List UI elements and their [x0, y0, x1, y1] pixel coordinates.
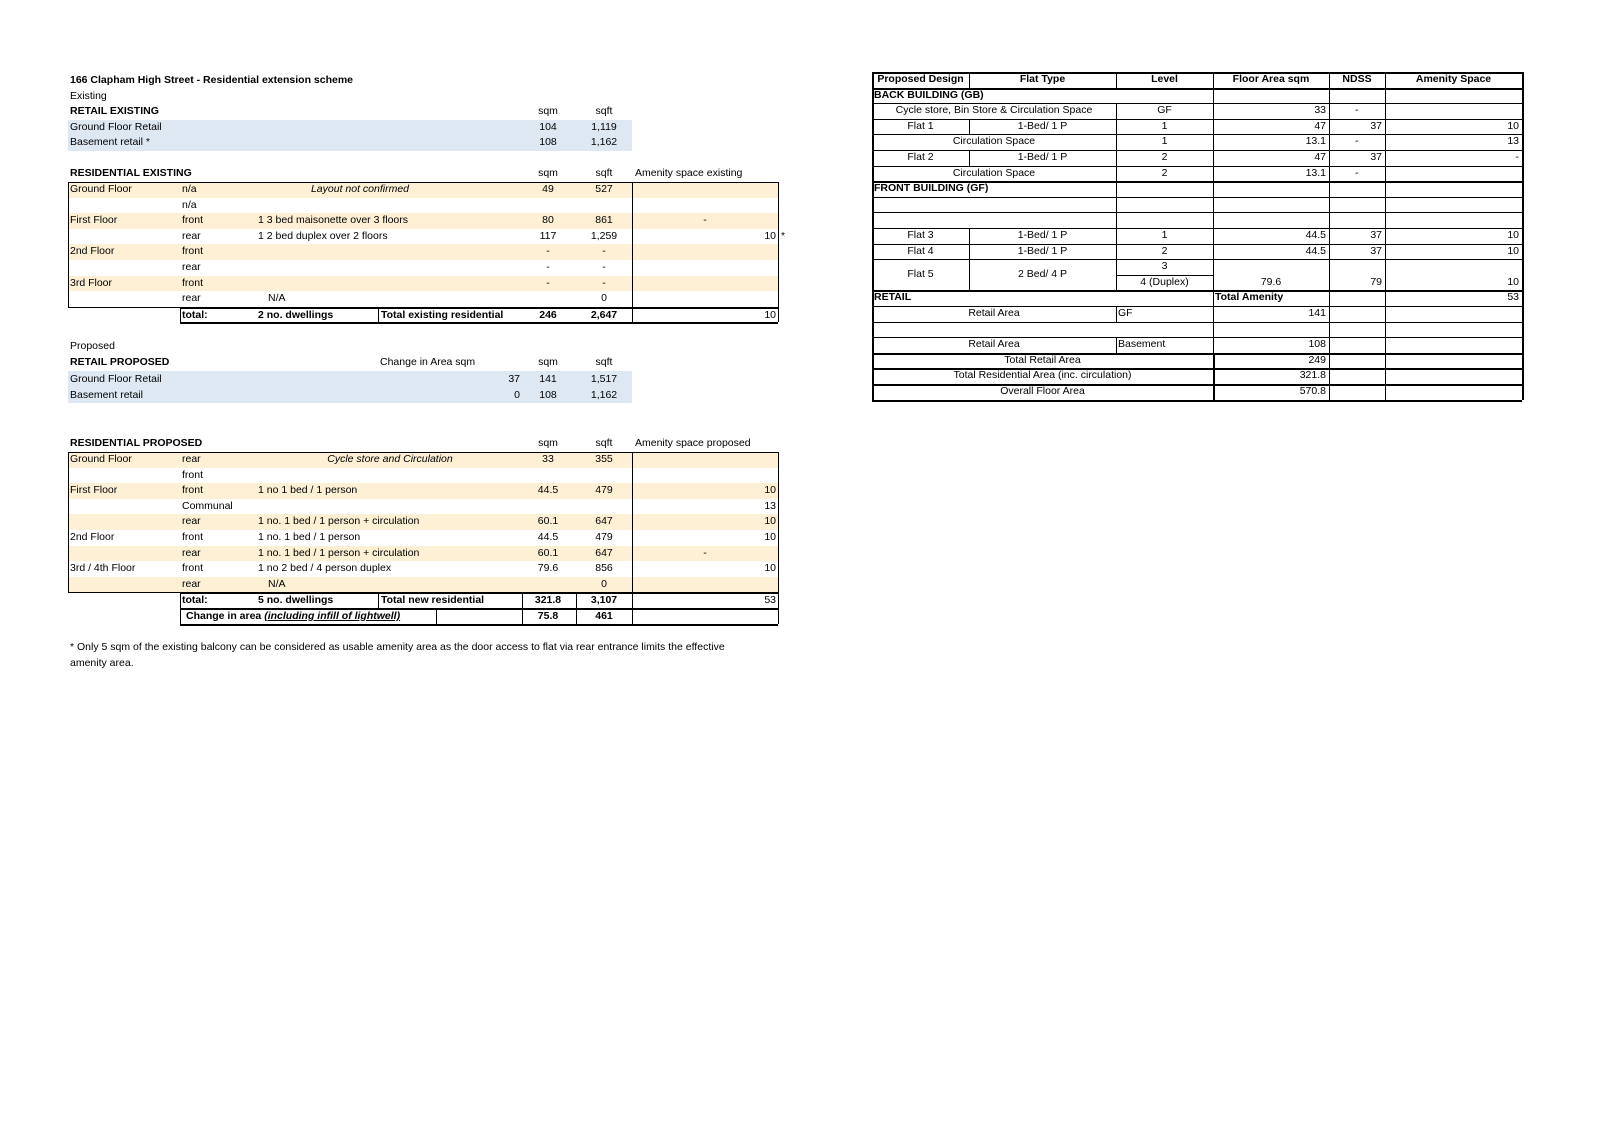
total-amenity: 10	[764, 308, 776, 321]
amenity-divider	[632, 182, 633, 322]
col-divider	[1385, 322, 1386, 338]
design-row-name: Flat 1	[907, 119, 934, 132]
row-band	[68, 244, 778, 260]
row-band	[68, 213, 778, 229]
design-bottom-border	[872, 400, 1522, 402]
design-row-level: 1	[1161, 229, 1168, 241]
design-row-ndss: -	[1355, 104, 1359, 117]
col-divider	[1329, 228, 1330, 244]
position-label: front	[182, 468, 204, 481]
col-divider	[1213, 228, 1214, 244]
col-divider	[1329, 181, 1330, 228]
col-divider	[1329, 166, 1330, 182]
amenity-value: 10	[764, 515, 776, 528]
sqft-value: 0	[601, 292, 607, 305]
total-amenity-value: 53	[1507, 291, 1519, 304]
col-divider	[1329, 103, 1330, 119]
col-amenity-existing: Amenity space existing	[635, 167, 743, 179]
floor-label: First Floor	[70, 484, 118, 497]
table-right-border	[778, 182, 779, 322]
position-label: front	[182, 214, 204, 227]
col-sqm: sqm	[538, 356, 558, 368]
design-left-border	[872, 72, 874, 400]
col-sqm: sqm	[538, 105, 558, 117]
col-divider	[1116, 228, 1117, 244]
col-sqft: sqft	[595, 105, 613, 117]
position-label: rear	[182, 261, 201, 273]
amenity-value: -	[703, 214, 707, 227]
retail-area-value: 108	[1308, 338, 1326, 351]
amenity-value: 10	[764, 484, 776, 497]
position-label: rear	[182, 577, 201, 590]
design-row-ndss: 37	[1370, 229, 1382, 241]
retail-existing-label: Basement retail *	[70, 136, 150, 148]
design-header: Flat Type	[1019, 73, 1066, 85]
col-divider	[1213, 384, 1215, 400]
design-header: Floor Area sqm	[1232, 73, 1310, 85]
row-description: Cycle store and Circulation	[327, 453, 453, 465]
col-divider	[1116, 259, 1117, 290]
floor-label: Ground Floor	[70, 183, 132, 195]
sqft-value: 355	[595, 453, 613, 465]
total-dwellings: 2 no. dwellings	[258, 308, 334, 321]
col-divider	[1385, 88, 1386, 104]
sqm-value: 60.1	[537, 515, 559, 528]
row-band	[68, 276, 778, 292]
retail-proposed-sqft: 1,162	[590, 389, 618, 401]
amenity-value: -	[703, 546, 707, 559]
retail-existing-heading: RETAIL EXISTING	[70, 105, 159, 117]
total-divider	[378, 307, 379, 323]
design-row-level: 4 (Duplex)	[1140, 275, 1189, 288]
retail-area-level: Basement	[1118, 338, 1166, 351]
col-amenity-proposed: Amenity space proposed	[635, 437, 751, 449]
col-divider	[1213, 353, 1215, 369]
row-band	[68, 514, 778, 530]
design-row-amenity: 10	[1507, 244, 1519, 257]
header-divider	[1116, 72, 1117, 88]
design-row-area: 79.6	[1260, 275, 1282, 288]
design-row-level: 2	[1161, 244, 1168, 257]
retail-proposed-change: 0	[514, 389, 520, 401]
col-divider	[1213, 150, 1214, 166]
row-description: 1 no. 1 bed / 1 person + circulation	[258, 546, 420, 559]
retail-proposed-heading: RETAIL PROPOSED	[70, 356, 170, 368]
sqm-value: -	[546, 276, 550, 289]
design-row-type: 1-Bed/ 1 P	[1017, 244, 1068, 257]
proposed-label: Proposed	[70, 340, 115, 352]
col-divider	[1385, 166, 1386, 182]
sqm-value: 60.1	[537, 546, 559, 559]
design-row-name: Flat 5	[907, 268, 934, 280]
sqft-value: 856	[595, 562, 613, 575]
position-label: front	[182, 562, 204, 575]
col-divider	[1329, 353, 1330, 369]
position-label: rear	[182, 546, 201, 559]
position-label: front	[182, 276, 204, 289]
position-label: front	[182, 531, 204, 543]
retail-existing-sqft: 1,119	[591, 121, 617, 133]
sqm-value: 49	[542, 183, 554, 195]
position-label: rear	[182, 292, 201, 305]
row-description: 1 no 2 bed / 4 person duplex	[258, 562, 392, 575]
amenity-value: 10	[764, 229, 776, 242]
sqft-value: 647	[595, 515, 613, 528]
design-row-area: 44.5	[1305, 244, 1326, 257]
retail-area-level: GF	[1118, 307, 1133, 319]
col-divider	[1116, 244, 1117, 260]
design-row-name: Cycle store, Bin Store & Circulation Space	[895, 104, 1093, 117]
sqm-value: 80	[542, 214, 554, 227]
change-divider	[436, 608, 437, 624]
col-divider	[1385, 306, 1386, 322]
total-description: Total existing residential	[381, 308, 504, 321]
total-amenity-label: Total Amenity	[1215, 291, 1284, 304]
col-divider	[1329, 244, 1330, 260]
table-bottom-border	[68, 592, 180, 593]
design-row-ndss: 79	[1370, 275, 1382, 288]
row-line	[872, 197, 1522, 198]
col-divider	[1385, 368, 1386, 384]
position-label: rear	[182, 229, 201, 242]
retail-area-name: Retail Area	[968, 307, 1020, 319]
sqm-value: 44.5	[537, 484, 559, 497]
table-right-border	[778, 452, 779, 624]
col-divider	[1385, 384, 1386, 400]
design-row-level: 1	[1161, 135, 1168, 148]
design-header: Proposed Design	[877, 73, 964, 85]
total-label: total:	[182, 308, 208, 321]
table-left-border	[68, 452, 69, 592]
summary-label: Overall Floor Area	[1000, 385, 1085, 397]
floor-label: 2nd Floor	[70, 245, 115, 258]
position-label: rear	[182, 453, 201, 465]
design-row-area: 47	[1314, 151, 1326, 163]
col-divider	[969, 259, 970, 290]
row-band	[68, 546, 778, 562]
total-bottom-border	[180, 322, 778, 324]
design-row-area: 47	[1314, 119, 1326, 132]
sqm-value: 79.6	[537, 562, 559, 575]
row-description: 1 2 bed duplex over 2 floors	[258, 229, 388, 242]
retail-proposed-sqm: 141	[539, 373, 557, 385]
design-row-level: 3	[1161, 260, 1168, 273]
design-row-name: Flat 2	[907, 151, 934, 163]
col-divider	[1385, 259, 1386, 290]
retail-proposed-label: Ground Floor Retail	[70, 373, 162, 385]
table-left-border	[68, 182, 69, 307]
retail-area-name: Retail Area	[968, 338, 1020, 351]
retail-area-value: 141	[1308, 307, 1326, 319]
floor-label: 3rd / 4th Floor	[70, 562, 136, 575]
sqft-value: -	[602, 261, 606, 273]
row-description: N/A	[268, 577, 286, 590]
design-header: Level	[1151, 73, 1178, 85]
col-sqm: sqm	[538, 167, 558, 179]
position-label: front	[182, 484, 204, 497]
col-divider	[1116, 119, 1117, 135]
col-sqm: sqm	[538, 437, 558, 449]
col-divider	[1213, 306, 1214, 322]
retail-proposed-sqft: 1,517	[590, 373, 618, 385]
col-divider	[1385, 134, 1386, 150]
design-row-amenity: 10	[1507, 229, 1519, 241]
design-header: Amenity Space	[1415, 73, 1492, 85]
col-divider	[1329, 368, 1330, 384]
design-row-ndss: -	[1355, 166, 1359, 179]
position-label: Communal	[182, 499, 233, 512]
amenity-value: 10	[764, 531, 776, 543]
design-row-level: 2	[1161, 166, 1168, 179]
sqft-value: -	[602, 276, 606, 289]
document-title: 166 Clapham High Street - Residential extension scheme	[70, 74, 354, 86]
sqm-value: -	[546, 245, 550, 258]
row-description: 1 no 1 bed / 1 person	[258, 484, 358, 497]
design-row-type: 1-Bed/ 1 P	[1017, 119, 1068, 132]
floor-label: 3rd Floor	[70, 276, 113, 289]
change-in-area-note: (including infill of lightwell)	[264, 610, 401, 622]
residential-proposed-heading: RESIDENTIAL PROPOSED	[70, 437, 203, 449]
total-divider	[378, 592, 379, 608]
summary-value: 249	[1308, 353, 1326, 366]
amenity-value: 13	[764, 499, 776, 512]
total-label: total:	[182, 594, 208, 607]
col-divider	[1329, 259, 1330, 290]
row-band	[68, 483, 778, 499]
design-row-area: 33	[1314, 104, 1326, 117]
footnote-line-2: amenity area.	[70, 657, 134, 669]
total-sqft: 2,647	[590, 308, 618, 321]
row-description: 1 3 bed maisonette over 3 floors	[258, 214, 409, 227]
design-header: NDSS	[1342, 73, 1372, 85]
col-divider	[1116, 103, 1117, 119]
change-sqm: 75.8	[537, 610, 559, 622]
col-divider	[1213, 166, 1214, 182]
col-divider	[1116, 306, 1117, 322]
col-divider	[1329, 119, 1330, 135]
total-sqft: 3,107	[590, 594, 618, 607]
row-description: 1 no. 1 bed / 1 person	[258, 531, 361, 543]
col-divider	[1329, 290, 1330, 306]
sqft-value: 0	[601, 577, 607, 590]
col-divider	[969, 119, 970, 135]
table-top-border	[68, 182, 778, 183]
design-row-amenity: 10	[1507, 275, 1519, 288]
header-divider	[1329, 72, 1330, 88]
total-sqm: 321.8	[534, 594, 562, 607]
design-row-ndss: 37	[1370, 244, 1382, 257]
design-row-name: Circulation Space	[952, 166, 1036, 179]
col-divider	[1213, 134, 1214, 150]
back-building-heading: BACK BUILDING (GB)	[874, 88, 984, 101]
col-divider	[1213, 181, 1214, 228]
sqft-value: 479	[595, 484, 613, 497]
row-description: N/A	[268, 292, 286, 305]
floor-label: 2nd Floor	[70, 531, 115, 543]
col-divider	[1213, 244, 1214, 260]
col-divider	[1385, 150, 1386, 166]
row-description: 1 no. 1 bed / 1 person + circulation	[258, 515, 420, 528]
design-row-name: Flat 3	[907, 229, 934, 241]
sqm-value: 44.5	[537, 531, 559, 543]
sqft-value: 479	[595, 531, 613, 543]
col-divider	[1385, 337, 1386, 353]
retail-heading: RETAIL	[874, 291, 912, 304]
design-row-amenity: -	[1515, 151, 1519, 163]
summary-label: Total Residential Area (inc. circulation)	[953, 369, 1132, 382]
design-row-name: Circulation Space	[952, 135, 1036, 148]
footnote-line-1: * Only 5 sqm of the existing balcony can be considered as usable amenity area as the door access to flat via rear entrance limits the effective	[70, 641, 725, 653]
col-divider	[1385, 181, 1386, 228]
col-divider	[1329, 384, 1330, 400]
design-row-area: 13.1	[1305, 166, 1326, 179]
retail-proposed-change: 37	[508, 373, 520, 385]
summary-value: 570.8	[1299, 385, 1326, 397]
col-divider	[1385, 244, 1386, 260]
col-divider	[1213, 290, 1214, 306]
col-divider	[1213, 368, 1215, 384]
retail-existing-sqm: 108	[539, 136, 557, 148]
sqm-value: 33	[542, 453, 554, 465]
col-divider	[1385, 103, 1386, 119]
col-divider	[1385, 228, 1386, 244]
design-right-border	[1522, 72, 1524, 400]
col-change-area: Change in Area sqm	[380, 356, 476, 368]
sqft-value: 647	[595, 546, 613, 559]
floor-label: Ground Floor	[70, 453, 132, 465]
design-row-amenity: 10	[1507, 119, 1519, 132]
row-band	[68, 577, 778, 593]
header-divider	[969, 72, 970, 88]
sqft-value: 527	[595, 183, 613, 195]
retail-existing-sqm: 104	[539, 121, 557, 133]
position-label: rear	[182, 515, 201, 528]
design-row-ndss: 37	[1370, 119, 1382, 132]
change-sqft: 461	[595, 610, 613, 622]
col-sqft: sqft	[595, 437, 613, 449]
amenity-value: 10	[764, 562, 776, 575]
design-row-ndss: -	[1355, 135, 1359, 148]
footnote-star: *	[781, 229, 786, 242]
col-divider	[1213, 259, 1214, 290]
total-description: Total new residential	[381, 594, 485, 607]
col-divider	[1329, 88, 1330, 104]
residential-existing-heading: RESIDENTIAL EXISTING	[70, 167, 192, 179]
sqm-value: 117	[539, 229, 557, 242]
col-sqft: sqft	[595, 167, 613, 179]
col-divider	[969, 244, 970, 260]
sqft-value: -	[602, 245, 606, 258]
col-divider	[1116, 150, 1117, 166]
col-divider	[1213, 103, 1214, 119]
table-bottom-border	[68, 307, 180, 308]
summary-label: Total Retail Area	[1004, 353, 1081, 366]
sqft-value: 861	[595, 214, 613, 227]
col-divider	[1116, 134, 1117, 150]
col-divider	[1329, 306, 1330, 322]
sqm-value: -	[546, 261, 550, 273]
col-divider	[1329, 322, 1330, 338]
col-divider	[1213, 322, 1214, 338]
amenity-divider	[632, 452, 633, 624]
position-label: front	[182, 245, 204, 258]
position-label: n/a	[182, 183, 197, 195]
design-row-name: Flat 4	[907, 244, 934, 257]
position-label: n/a	[182, 198, 197, 211]
design-row-type: 2 Bed/ 4 P	[1017, 268, 1068, 280]
col-divider	[1329, 134, 1330, 150]
design-row-level: 2	[1161, 151, 1168, 163]
design-row-level: 1	[1161, 119, 1168, 132]
existing-label: Existing	[70, 90, 107, 102]
summary-value: 321.8	[1299, 369, 1326, 382]
front-building-heading: FRONT BUILDING (GF)	[874, 182, 989, 195]
row-line	[872, 212, 1522, 213]
retail-existing-label: Ground Floor Retail	[70, 121, 162, 133]
retail-existing-sqft: 1,162	[590, 136, 618, 148]
retail-proposed-sqm: 108	[539, 389, 557, 401]
design-row-level: GF	[1157, 104, 1172, 117]
sqft-value: 1,259	[590, 229, 618, 242]
design-row-ndss: 37	[1370, 151, 1382, 163]
col-divider	[1329, 337, 1330, 353]
design-row-type: 1-Bed/ 1 P	[1017, 151, 1068, 163]
design-row-area: 44.5	[1305, 229, 1326, 241]
col-sqft: sqft	[595, 356, 613, 368]
col-divider	[1213, 119, 1214, 135]
col-divider	[1213, 337, 1214, 353]
floor-label: First Floor	[70, 214, 118, 227]
col-divider	[1385, 290, 1386, 306]
header-divider	[1213, 72, 1214, 88]
col-divider	[969, 228, 970, 244]
col-divider	[1116, 181, 1117, 228]
total-amenity: 53	[764, 594, 776, 607]
table-top-border	[68, 452, 778, 453]
col-divider	[1329, 150, 1330, 166]
design-row-amenity: 13	[1507, 135, 1519, 148]
header-divider	[1385, 72, 1386, 88]
change-in-area-label: Change in area (including infill of lightwell)	[186, 610, 401, 622]
row-line	[872, 322, 1522, 323]
col-divider	[1385, 119, 1386, 135]
total-left-border	[180, 307, 181, 323]
design-row-type: 1-Bed/ 1 P	[1017, 229, 1068, 241]
col-divider	[1385, 353, 1386, 369]
row-description: Layout not confirmed	[310, 183, 410, 195]
col-divider	[969, 150, 970, 166]
col-divider	[1213, 88, 1214, 104]
retail-proposed-label: Basement retail	[70, 389, 143, 401]
col-divider	[1116, 337, 1117, 353]
total-dwellings: 5 no. dwellings	[258, 594, 334, 607]
total-sqm: 246	[539, 308, 557, 321]
col-divider	[1116, 166, 1117, 182]
design-row-area: 13.1	[1305, 135, 1326, 148]
